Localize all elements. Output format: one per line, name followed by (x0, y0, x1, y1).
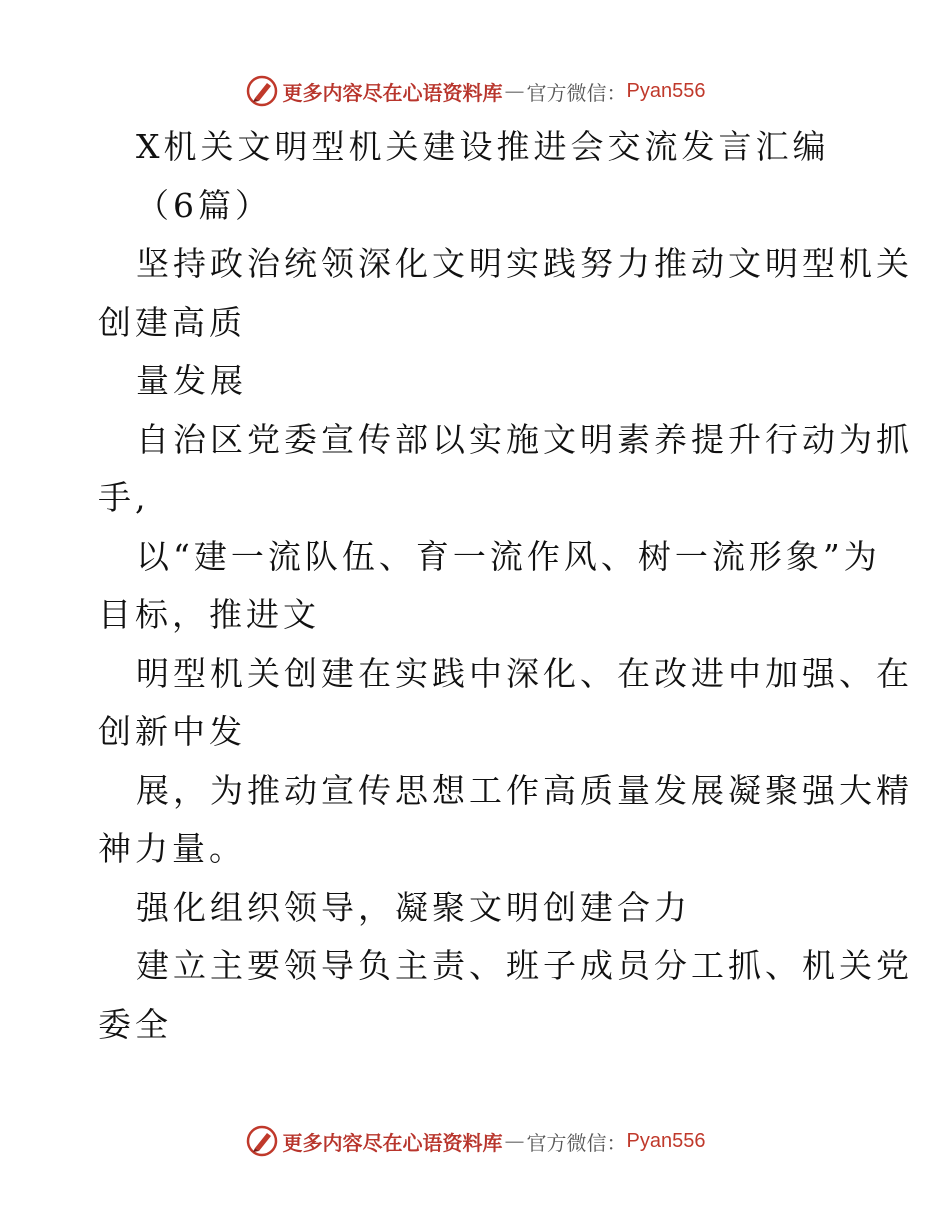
document-line: （6篇） (136, 185, 272, 225)
document-line: X机关文明型机关建设推进会交流发言汇编 (136, 127, 830, 166)
watermark-label: 官方微信： (526, 1130, 627, 1155)
watermark-main: 更多内容尽在心语资料库 (282, 1130, 503, 1155)
document-body (98, 122, 913, 1058)
document-line: 以“建一流队伍、育一流作风、树一流形象”为 (136, 536, 881, 576)
document-line: 展，为推动宣传思想工作高质量发展凝聚强大精 (136, 770, 913, 810)
document-line: 建立主要领导负主责、班子成员分工抓、机关党 (136, 946, 913, 985)
document-line: 量发展 (136, 361, 247, 400)
document-line: 创新中发 (98, 712, 246, 751)
document-line: 强化组织领导，凝聚文明创建合力 (136, 887, 691, 927)
document-line: 创建高质 (98, 302, 246, 342)
watermark-separator: — (504, 1129, 525, 1153)
watermark-text (283, 1127, 706, 1156)
pen-logo-icon (245, 1124, 279, 1158)
document-line: 坚持政治统领深化文明实践努力推动文明型机关 (136, 244, 913, 283)
document-line: 手, (98, 478, 150, 517)
header-watermark (0, 74, 950, 108)
watermark-label: 官方微信： (526, 80, 627, 105)
watermark-main: 更多内容尽在心语资料库 (282, 80, 503, 105)
document-line: 神力量。 (98, 829, 246, 868)
watermark-text (283, 77, 706, 106)
document-line: 目标，推进文 (98, 595, 320, 634)
watermark-id: Pyan556 (626, 79, 706, 102)
pen-logo-icon (245, 74, 279, 108)
footer-watermark (0, 1124, 950, 1158)
document-line: 自治区党委宣传部以实施文明素养提升行动为抓 (136, 419, 913, 459)
document-line: 委全 (98, 1004, 172, 1044)
watermark-id: Pyan556 (626, 1129, 706, 1152)
document-line: 明型机关创建在实践中深化、在改进中加强、在 (136, 653, 913, 693)
watermark-separator: — (504, 79, 525, 103)
